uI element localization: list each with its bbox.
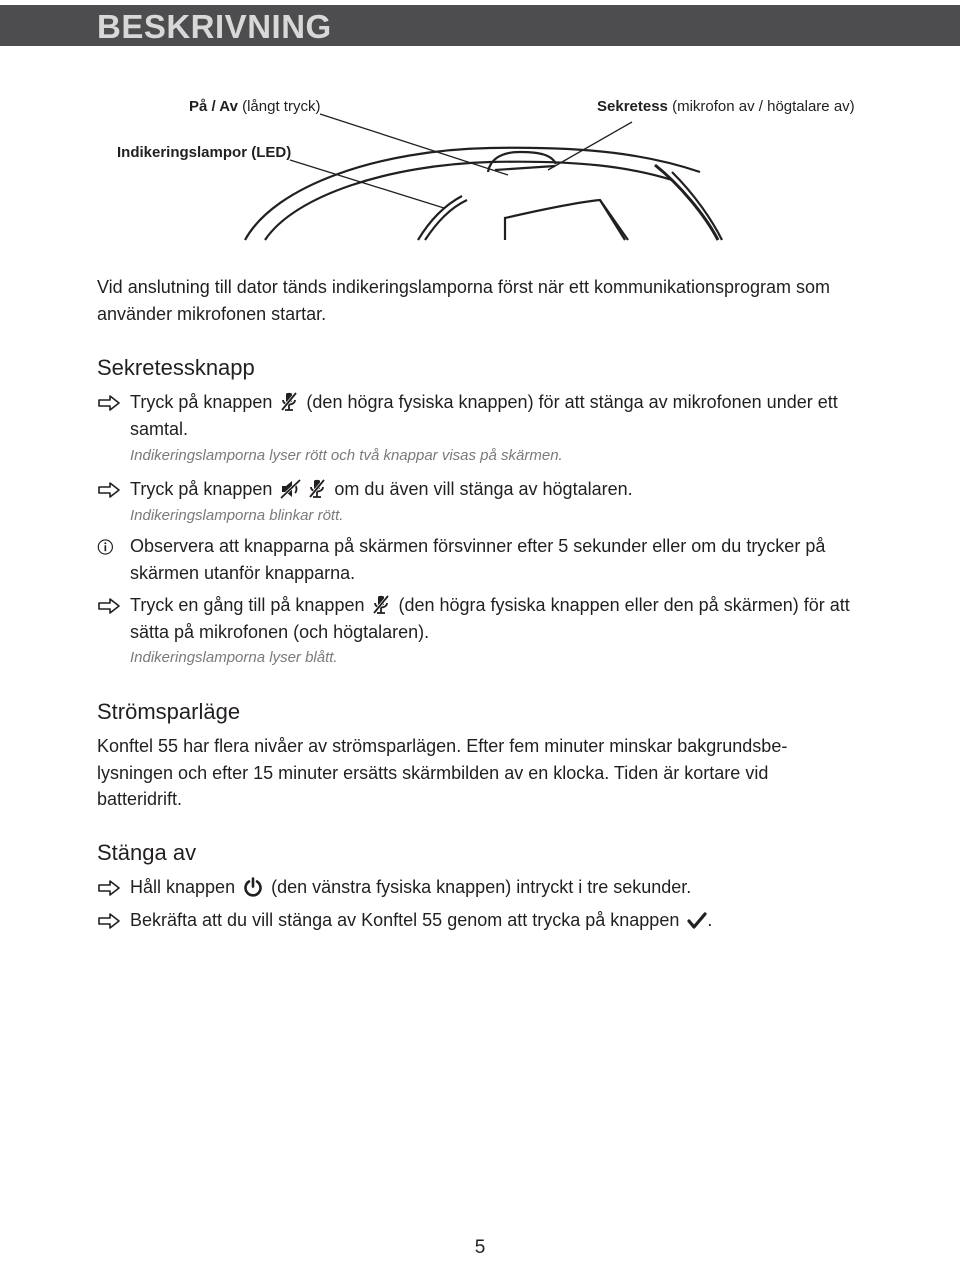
section-heading-power-save: Strömsparläge [97, 699, 241, 724]
callout-line-privacy [548, 122, 632, 170]
intro-paragraph: Vid anslutning till dator tänds indikeringslamporna först när ett kommunikationsprogram som använder mikrofonen startar. [97, 277, 831, 324]
device-display [505, 200, 625, 240]
list-item: Tryck på knappen (den högra fysiska knappen) för att stänga av mikrofonen under ett samtal. [97, 389, 887, 442]
note-text: Indikeringslamporna lyser rött och två knappar visas på skärmen. [130, 447, 563, 464]
info-icon [97, 537, 117, 557]
note-text: Indikeringslamporna blinkar rött. [130, 507, 344, 524]
mic-muted-icon [372, 595, 390, 615]
list-item: Tryck en gång till på knappen (den högra fysiska knappen eller den på skärmen) för att sätta på mikrofonen (och högtalaren). [97, 592, 887, 645]
power-icon [243, 877, 263, 897]
arrow-right-outline-icon [97, 878, 121, 898]
section-heading-shutdown: Stänga av [97, 840, 197, 865]
power-callout-label: På / Av (långt tryck) [189, 98, 321, 115]
info-item: Observera att knapparna på skärmen försvinner efter 5 sekunder eller om du trycker på skärmen utanför knapparna. [97, 533, 887, 586]
page-number: 5 [474, 1237, 486, 1258]
arrow-right-outline-icon [97, 911, 121, 931]
arrow-right-outline-icon [97, 596, 121, 616]
led-callout-label: Indikeringslampor (LED) [117, 144, 292, 161]
arrow-right-outline-icon [97, 480, 121, 500]
mic-muted-icon [280, 392, 298, 412]
page-title: BESKRIVNING [97, 8, 332, 45]
section-heading-privacy: Sekretessknapp [97, 355, 255, 380]
speaker-muted-icon [280, 479, 302, 499]
power-save-paragraph: Konftel 55 har flera nivåer av strömsparlägen. Efter fem minuter minskar bakgrundsbe-lysningen och efter 15 minuter ersätts skärmbilden av en klocka. Tiden är kortare vid batteridrift. [97, 736, 788, 809]
device-outline [245, 148, 700, 240]
privacy-callout-label: Sekretess (mikrofon av / högtalare av) [597, 98, 855, 115]
list-item: Bekräfta att du vill stänga av Konftel 55 genom att trycka på knappen . [97, 907, 887, 934]
list-item: Tryck på knappen om du även vill stänga av högtalaren. [97, 476, 887, 503]
mic-muted-icon [308, 479, 326, 499]
note-text: Indikeringslamporna lyser blått. [130, 649, 338, 666]
checkmark-icon [687, 912, 707, 930]
list-item: Håll knappen (den vänstra fysiska knappen) intryckt i tre sekunder. [97, 874, 887, 901]
callout-line-power [320, 114, 508, 175]
arrow-right-outline-icon [97, 393, 121, 413]
